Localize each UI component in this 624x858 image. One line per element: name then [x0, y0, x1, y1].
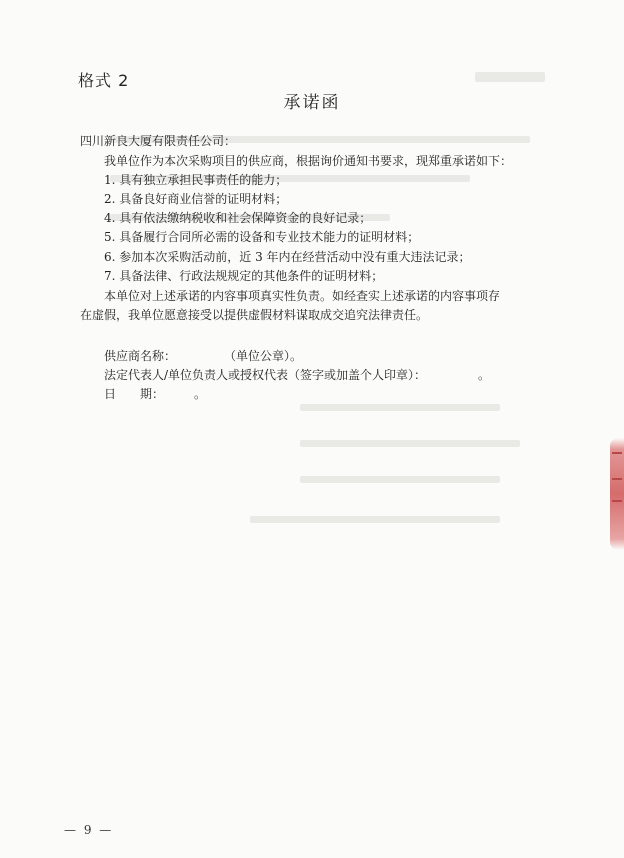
commitment-item: 2. 具备良好商业信誉的证明材料；	[104, 192, 288, 206]
commitment-item: 5. 具备履行合同所必需的设备和专业技术能力的证明材料；	[104, 230, 420, 244]
bleed-through-mark	[300, 440, 520, 447]
document-title: 承诺函	[283, 93, 341, 113]
representative-row	[104, 367, 490, 383]
bleed-through-mark	[300, 476, 500, 483]
bleed-through-mark	[300, 404, 500, 411]
closing-paragraph-line-2: 在虚假，我单位愿意接受以提供虚假材料谋取成交追究法律责任。	[80, 308, 429, 322]
intro-paragraph: 我单位作为本次采购项目的供应商，根据询价通知书要求，现郑重承诺如下：	[104, 154, 513, 168]
seal-fragment	[610, 438, 624, 550]
date-label: 日 期：	[104, 387, 165, 401]
date-suffix: 。	[194, 387, 207, 401]
commitment-item: 7. 具备法律、行政法规规定的其他条件的证明材料；	[104, 269, 384, 283]
supplier-seal-note: （单位公章）。	[224, 349, 303, 363]
date-row	[104, 386, 206, 402]
seal-stroke	[612, 478, 622, 480]
seal-stroke	[612, 500, 622, 502]
supplier-name-row	[104, 348, 302, 364]
bleed-through-mark	[475, 72, 545, 82]
representative-suffix: 。	[478, 368, 491, 382]
commitment-item: 1. 具有独立承担民事责任的能力；	[104, 173, 288, 187]
seal-stroke	[612, 452, 622, 454]
representative-label: 法定代表人/单位负责人或授权代表（签字或加盖个人印章）：	[104, 368, 427, 382]
commitment-item: 6. 参加本次采购活动前，近 3 年内在经营活动中没有重大违法记录；	[104, 250, 471, 264]
supplier-name-label: 供应商名称：	[104, 349, 177, 363]
page-number: — 9 —	[64, 823, 114, 837]
closing-paragraph-line-1: 本单位对上述承诺的内容事项真实性负责。如经查实上述承诺的内容事项存	[104, 289, 501, 303]
commitment-item: 4. 具有依法缴纳税收和社会保障资金的良好记录；	[104, 211, 372, 225]
recipient: 四川新良大厦有限责任公司：	[80, 134, 237, 148]
format-label: 格式 2	[78, 71, 130, 90]
bleed-through-mark	[250, 516, 500, 523]
